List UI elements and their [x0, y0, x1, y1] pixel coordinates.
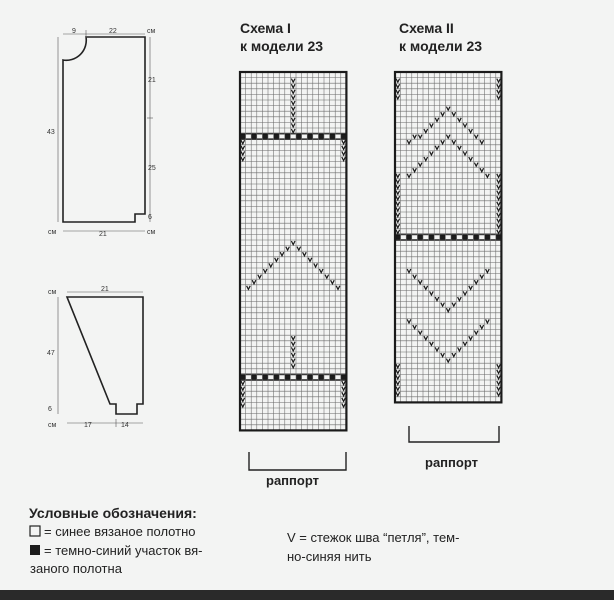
dark-cell	[307, 374, 313, 380]
dark-cell	[429, 234, 435, 240]
back-dim-bottom: 21	[99, 231, 107, 238]
back-dim-side-lower: 25	[148, 165, 156, 172]
dark-cell	[251, 134, 257, 140]
dark-cell	[417, 234, 423, 240]
dark-cell	[285, 134, 291, 140]
dark-cell	[262, 134, 268, 140]
page-edge-band	[0, 590, 614, 600]
dark-cell	[462, 234, 468, 240]
back-outline	[63, 37, 145, 222]
back-dim-top-right: 22	[109, 28, 117, 35]
sleeve-dim-hem: 6	[48, 406, 52, 413]
dark-cell	[440, 234, 446, 240]
scheme-2-grid	[395, 72, 501, 402]
dark-cell	[251, 374, 257, 380]
sleeve-dim-bottom-left: 17	[84, 422, 92, 429]
dark-cell	[473, 234, 479, 240]
back-pattern-piece	[47, 28, 156, 238]
dark-cell	[406, 234, 412, 240]
legend-title: Условные обозначения:	[29, 505, 197, 521]
dark-cell	[451, 234, 457, 240]
dark-cell	[262, 374, 268, 380]
legend-item-3-line-2: но-синяя нить	[287, 549, 372, 564]
legend-item-3-line-1: V = стежок шва “петля”, тем-	[287, 530, 460, 545]
scheme-2-repeat-bracket	[409, 426, 499, 442]
back-dim-side-total: 43	[47, 129, 55, 136]
dark-cell	[318, 134, 324, 140]
dark-cell	[318, 374, 324, 380]
legend-item-1: = синее вязаное полотно	[44, 524, 196, 539]
dark-cell	[274, 374, 280, 380]
sleeve-unit-bottom: см	[48, 422, 57, 429]
sleeve-outline	[67, 297, 143, 414]
back-unit-top: см	[147, 28, 156, 35]
scheme-2-repeat-label: раппорт	[425, 455, 478, 470]
dark-cell	[330, 134, 336, 140]
back-dim-side-hem: 6	[148, 214, 152, 221]
sleeve-dim-side: 47	[47, 350, 55, 357]
sleeve-dim-bottom-right: 14	[121, 422, 129, 429]
dark-cell	[330, 374, 336, 380]
legend	[29, 505, 459, 576]
scheme-1-title: Схема I	[240, 20, 291, 36]
legend-light-cell-icon	[30, 526, 40, 536]
back-unit-bottom-right: см	[147, 229, 156, 236]
dark-cell	[307, 134, 313, 140]
scheme-2-subtitle: к модели 23	[399, 38, 483, 54]
scheme-2-title: Схема II	[399, 20, 454, 36]
sleeve-dim-top: 21	[101, 286, 109, 293]
sleeve-pattern-piece	[47, 286, 143, 429]
sleeve-unit-top: см	[48, 289, 57, 296]
dark-cell	[285, 374, 291, 380]
scheme-1-subtitle: к модели 23	[240, 38, 324, 54]
back-unit-bottom-left: см	[48, 229, 57, 236]
scheme-1-repeat-bracket	[249, 452, 346, 470]
dark-cell	[274, 134, 280, 140]
dark-cell	[296, 374, 302, 380]
dark-cell	[296, 134, 302, 140]
scheme-2	[395, 20, 501, 470]
legend-item-2-line-1: = темно-синий участок вя-	[44, 543, 203, 558]
legend-dark-cell-icon	[30, 545, 40, 555]
legend-item-2-line-2: заного полотна	[30, 561, 122, 576]
scheme-1-grid	[240, 72, 346, 430]
dark-cell	[485, 234, 491, 240]
back-dim-top-left: 9	[72, 28, 76, 35]
scheme-1	[240, 20, 346, 488]
back-dim-side-upper: 21	[148, 77, 156, 84]
scheme-1-repeat-label: раппорт	[266, 473, 319, 488]
